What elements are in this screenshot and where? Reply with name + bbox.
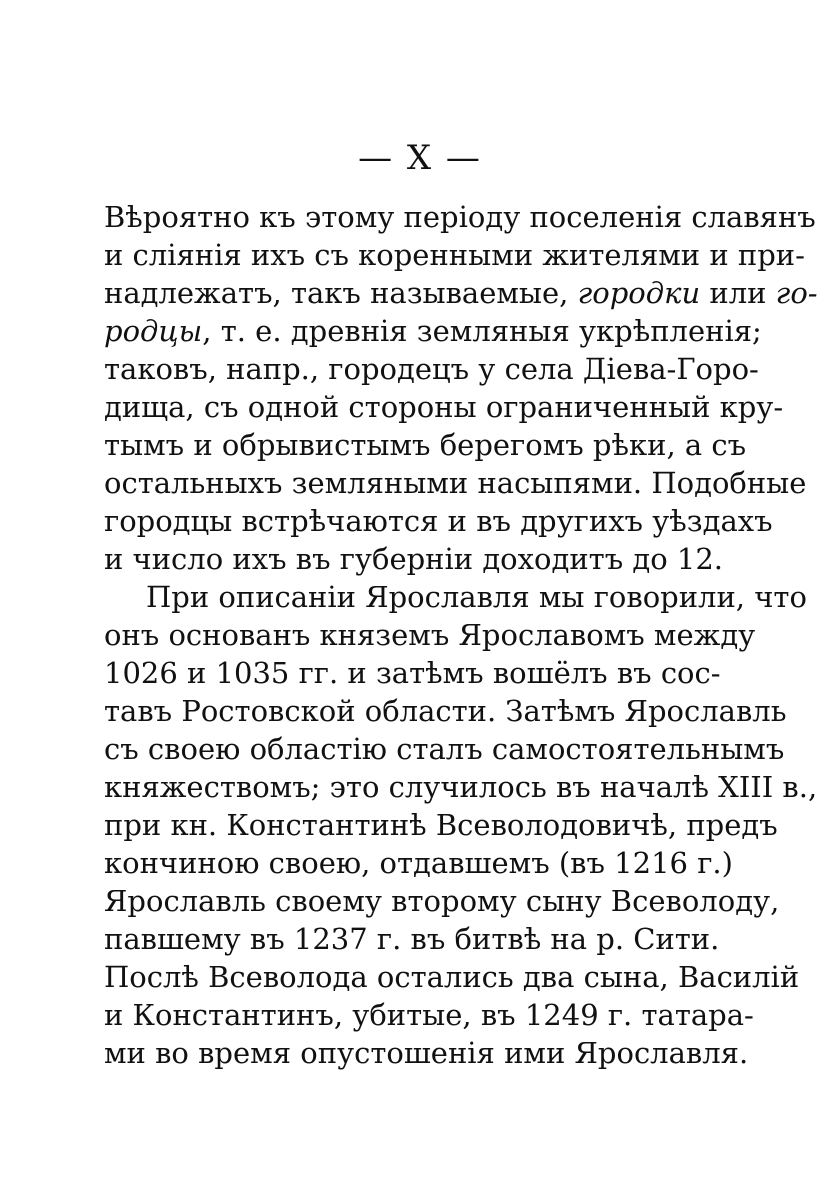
text-line: родцы, т. е. древнія земляныя укрѣпленія;: [104, 314, 762, 348]
text-line: ми во время опустошенія ими Ярославля.: [104, 1036, 749, 1070]
text-line: таковъ, напр., городецъ у села Діева-Горо-: [104, 352, 759, 386]
italic-term: родцы: [104, 314, 203, 348]
text-line: онъ основанъ княземъ Ярославомъ между: [104, 618, 756, 652]
text-line: и число ихъ въ губерніи доходитъ до 12.: [104, 542, 724, 576]
text-line: тавъ Ростовской области. Затѣмъ Ярославль: [104, 694, 787, 728]
italic-term: го-: [775, 276, 818, 310]
text-line: тымъ и обрывистымъ берегомъ рѣки, а съ: [104, 428, 747, 462]
text-line: остальныхъ земляными насыпями. Подобные: [104, 466, 807, 500]
text-line: при кн. Константинѣ Всеволодовичѣ, предъ: [104, 808, 778, 842]
text-line: надлежатъ, такъ называемые, городки или го-: [104, 276, 818, 310]
text-line: Вѣроятно къ этому періоду поселенія славянъ: [104, 200, 816, 234]
text-line: 1026 и 1035 гг. и затѣмъ вошёлъ въ сос-: [104, 656, 721, 690]
text-line: Послѣ Всеволода остались два сына, Василій: [104, 960, 800, 994]
text-line: княжествомъ; это случилось въ началѣ XIII в.,: [104, 770, 818, 804]
text-line: съ своею областію сталъ самостоятельнымъ: [104, 732, 785, 766]
text-line: При описаніи Ярославля мы говорили, что: [146, 580, 807, 614]
page-number-header: — X —: [358, 138, 482, 178]
text-line: дища, съ одной стороны ограниченный кру-: [104, 390, 784, 424]
text-line: городцы встрѣчаются и въ другихъ уѣздахъ: [104, 504, 773, 538]
italic-term: городки: [577, 276, 701, 310]
text-line: Ярославль своему второму сыну Всеволоду,: [104, 884, 780, 918]
text-line: кончиною своею, отдавшемъ (въ 1216 г.): [104, 846, 733, 880]
text-line: и Константинъ, убитые, въ 1249 г. татара-: [104, 998, 754, 1032]
text-line: павшему въ 1237 г. въ битвѣ на р. Сити.: [104, 922, 720, 956]
text-line: и сліянія ихъ съ коренными жителями и при-: [104, 238, 805, 272]
